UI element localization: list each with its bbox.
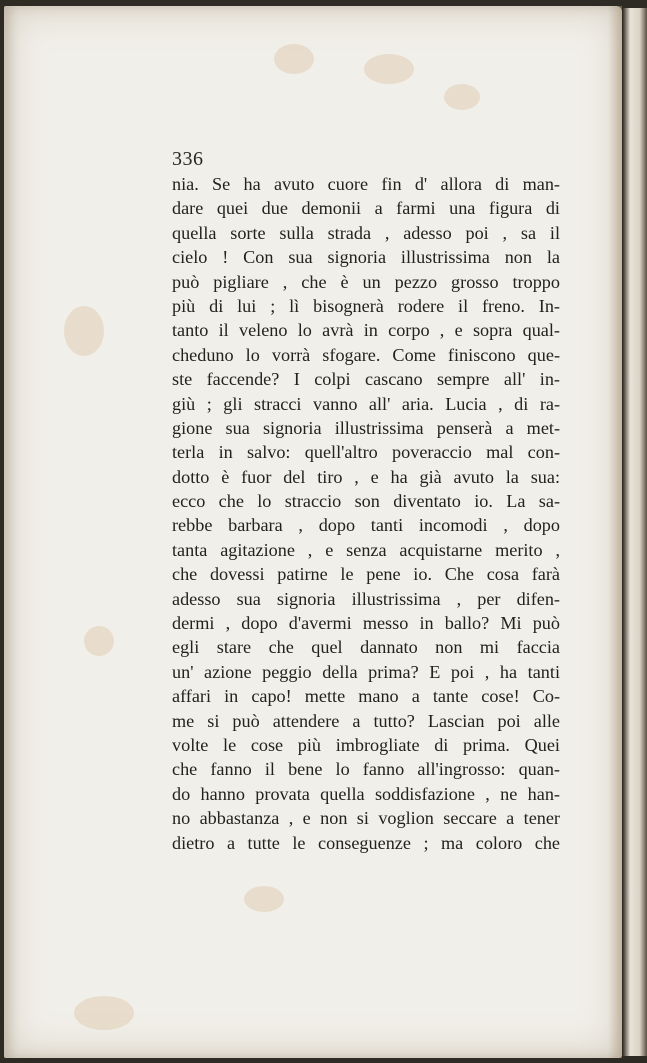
paper-stain [444, 84, 480, 110]
text-line: tanto il veleno lo avrà in corpo , e sopra qual- [172, 320, 560, 341]
text-line: dermi , dopo d'avermi messo in ballo? Mi può [172, 613, 560, 634]
page-fold-shadow [608, 6, 622, 1058]
text-line: cheduno lo vorrà sfogare. Come finiscono que- [172, 344, 560, 365]
paper-stain [274, 44, 314, 74]
text-line: quella sorte sulla strada , adesso poi , sa il [172, 222, 560, 243]
page-number: 336 [172, 148, 204, 170]
paper-stain [244, 886, 284, 912]
text-line: dare quei due demonii a farmi una figura di [172, 198, 560, 219]
text-line: nia. Se ha avuto cuore fin d' allora di man- [172, 174, 560, 194]
book-edge [623, 8, 647, 1056]
text-line: adesso sua signoria illustrissima , per difen- [172, 588, 560, 609]
text-line: volte le cose più imbrogliate di prima. Quei [172, 734, 560, 755]
text-line: rebbe barbara , dopo tanti incomodi , dopo [172, 515, 560, 536]
text-line: tanta agitazione , e senza acquistarne merito , [172, 539, 560, 560]
text-line: egli stare che quel dannato non mi faccia [172, 637, 560, 658]
text-line: gione sua signoria illustrissima penserà a met- [172, 417, 560, 438]
paper-stain [74, 996, 134, 1030]
text-line: giù ; gli stracci vanno all' aria. Lucia , di ra- [172, 393, 560, 414]
text-line: può pigliare , che è un pezzo grosso troppo [172, 271, 560, 292]
paper-stain [84, 626, 114, 656]
text-line: terla in salvo: quell'altro poveraccio mal con- [172, 442, 560, 463]
text-line: affari in capo! mette mano a tante cose! Co- [172, 686, 560, 707]
text-line: ecco che lo straccio son diventato io. La sa- [172, 491, 560, 512]
text-line: più di lui ; lì bisognerà rodere il freno. In- [172, 295, 560, 316]
text-line: un' azione peggio della prima? E poi , ha tanti [172, 661, 560, 682]
text-line: cielo ! Con sua signoria illustrissima non la [172, 247, 560, 268]
text-line: dietro a tutte le conseguenze ; ma coloro che [172, 832, 560, 853]
body-text [172, 172, 560, 855]
paper-stain [64, 306, 104, 356]
paper-stain [364, 54, 414, 84]
text-line: do hanno provata quella soddisfazione , ne han- [172, 783, 560, 804]
text-line: che fanno il bene lo fanno all'ingrosso: quan- [172, 759, 560, 780]
text-line: no abbastanza , e non si voglion seccare a tener [172, 808, 560, 829]
text-line: ste faccende? I colpi cascano sempre all' in- [172, 369, 560, 390]
text-line: dotto è fuor del tiro , e ha già avuto la sua: [172, 466, 560, 487]
text-line: che dovessi patirne le pene io. Che cosa farà [172, 564, 560, 585]
text-line: me si può attendere a tutto? Lascian poi alle [172, 710, 560, 731]
